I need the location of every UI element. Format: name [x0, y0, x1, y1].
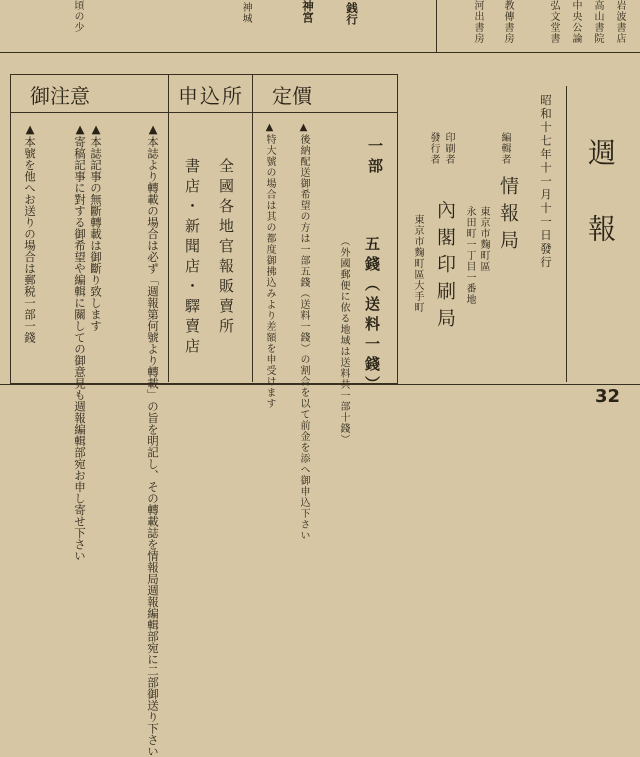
price-per-copy: 一部 — [366, 138, 384, 178]
price-note-2: ▲特大號の場合は其の都度御拂込みより差額を申受けます — [264, 122, 275, 409]
editor-label: 編輯者 — [499, 132, 510, 165]
sales-line-2: 書店・新聞店・驛賣店 — [183, 158, 201, 358]
heading-rule — [10, 112, 398, 113]
top-divider — [436, 0, 437, 52]
top-book-2: 高山書院 — [592, 0, 603, 44]
price-amount: 五錢（送料一錢） — [363, 236, 381, 396]
notice-heading: 御注意 — [30, 84, 90, 108]
divider-notice-sales — [168, 74, 169, 382]
issue-date: 昭和十七年十一月十一日發行 — [539, 94, 553, 270]
top-book-3: 中央公論 — [570, 0, 581, 44]
notice-item-3: ▲寄稿記事に對する御希望や編輯に關しての御意見も週報編輯部宛お申し寄せ下さい — [73, 122, 87, 562]
top-book-5: 教傳書房 — [502, 0, 513, 44]
publisher-label: 印刷者 發行者 — [428, 132, 454, 165]
publisher-address-1: 永田町一丁目一番地 — [464, 206, 475, 305]
editor-address: 東京市麴町區 — [478, 206, 489, 272]
price-note-1: ▲後納配送御希望の方は一部五錢（送料一錢）の割合を以て前金を添へ御申込下さい — [298, 122, 309, 541]
top-seal-text: 神城 — [240, 2, 251, 24]
divider-sales-price — [252, 74, 253, 382]
top-book-6: 河出書房 — [472, 0, 483, 44]
price-remote-note: （外國郵便に依る地域は送料共一部十錢） — [338, 236, 349, 445]
journal-title: 週報 — [584, 138, 617, 290]
page-number: 32 — [594, 386, 620, 407]
publisher-address-2: 東京市麴町區大手町 — [412, 214, 423, 313]
notice-item-2: ▲本誌記事の無斷轉載は御斷り致します — [89, 122, 103, 332]
top-book-4: 弘文堂書 — [548, 0, 559, 44]
bottom-rule — [0, 384, 640, 385]
price-heading: 定價 — [272, 84, 312, 108]
title-divider — [566, 86, 567, 382]
top-text-mid-b: 銭行 — [345, 2, 359, 25]
top-book-1: 岩波書店 — [614, 0, 625, 44]
notice-item-4: ▲本號を他へお送りの場合は郵税一部一錢 — [23, 122, 37, 343]
top-rule — [0, 52, 640, 53]
top-text-left: 頃の少 — [72, 0, 83, 33]
publisher-name: 內閣印刷局 — [434, 200, 456, 335]
top-text-mid-a: 神宮 — [301, 0, 315, 23]
notice-item-1: ▲本誌より轉載の場合は必ず「週報第何號より轉載」の旨を明記し、その轉載誌を情報局週報編輯部宛に二部御送り下さい — [146, 122, 160, 757]
sales-line-1: 全國各地官報販賣所 — [217, 158, 235, 338]
editor-name: 情報局 — [497, 176, 519, 257]
sales-heading: 申込所 — [178, 84, 244, 108]
